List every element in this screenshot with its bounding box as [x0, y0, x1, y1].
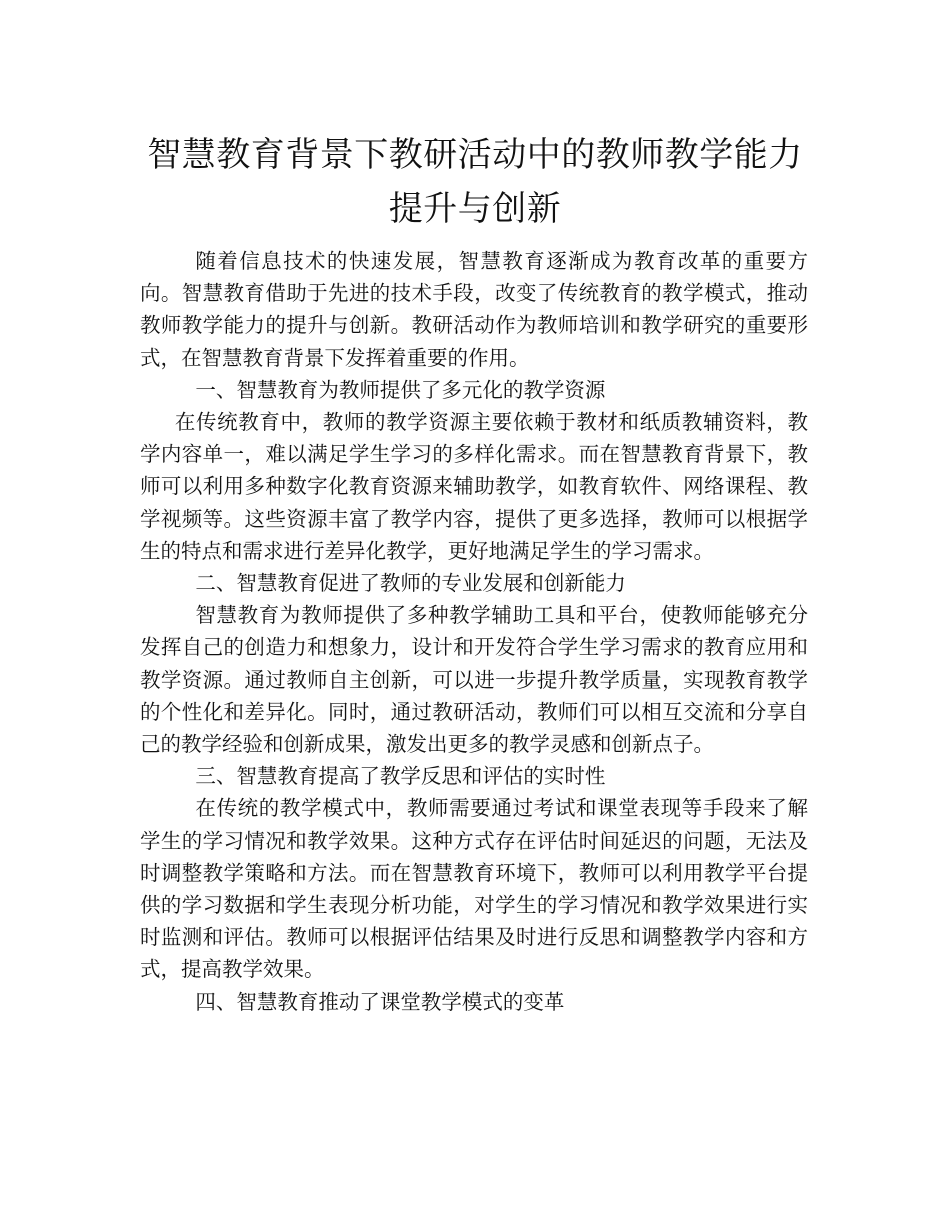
title-line-2: 提升与创新 — [388, 189, 562, 229]
title-line-1: 智慧教育背景下教研活动中的教师教学能力 — [147, 135, 803, 175]
section-paragraph-1: 在传统教育中，教师的教学资源主要依赖于教材和纸质教辅资料，教学内容单一，难以满足学生学习的多样化需求。而在智慧教育背景下，教师可以利用多种数字化教育资源来辅助教学，如教育软件、网络课程、教学视频等。这些资源丰富了教学内容，提供了更多选择，教师可以根据学生的特点和需求进行差异化教学，更好地满足学生的学习需求。 — [140, 410, 808, 563]
section-heading-2: 二、智慧教育促进了教师的专业发展和创新能力 — [195, 571, 626, 596]
document-body — [140, 245, 808, 1018]
section-paragraph-2: 智慧教育为教师提供了多种教学辅助工具和平台，使教师能够充分发挥自己的创造力和想象力，设计和开发符合学生学习需求的教育应用和教学资源。通过教师自主创新，可以进一步提升教学质量，实现教育教学的个性化和差异化。同时，通过教研活动，教师们可以相互交流和分享自己的教学经验和创新成果，激发出更多的教学灵感和创新点子。 — [140, 603, 808, 757]
section-heading-4: 四、智慧教育推动了课堂教学模式的变革 — [195, 989, 565, 1014]
intro-paragraph: 随着信息技术的快速发展，智慧教育逐渐成为教育改革的重要方向。智慧教育借助于先进的技术手段，改变了传统教育的教学模式，推动教师教学能力的提升与创新。教研活动作为教师培训和教学研究的重要形式，在智慧教育背景下发挥着重要的作用。 — [140, 249, 808, 370]
document-title — [140, 128, 810, 236]
section-heading-1: 一、智慧教育为教师提供了多元化的教学资源 — [195, 377, 606, 402]
section-paragraph-3: 在传统的教学模式中，教师需要通过考试和课堂表现等手段来了解学生的学习情况和教学效果。这种方式存在评估时间延迟的问题，无法及时调整教学策略和方法。而在智慧教育环境下，教师可以利用教学平台提供的学习数据和学生表现分析功能，对学生的学习情况和教学效果进行实时监测和评估。教师可以根据评估结果及时进行反思和调整教学内容和方式，提高教学效果。 — [140, 796, 808, 982]
section-heading-3: 三、智慧教育提高了教学反思和评估的实时性 — [195, 764, 606, 789]
